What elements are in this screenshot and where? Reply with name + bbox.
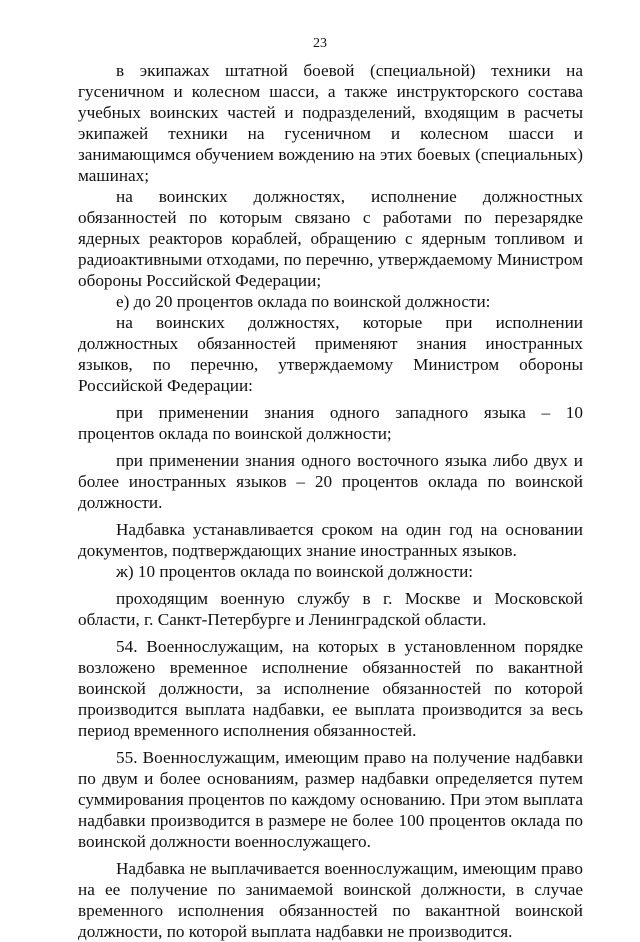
paragraph-not-paid: Надбавка не выплачивается военнослужащим, имеющим право на ее получение по занимаемой воинской должности, в случае временного исполнения обязанностей по вакантной воинской должности, по которой выплата надбавки не производится. (78, 859, 583, 941)
paragraph-55: 55. Военнослужащим, имеющим право на получение надбавки по двум и более основаниям, размер надбавки определяется путем суммирования процентов по каждому основанию. При этом выплата надбавки производится в размере не более 100 процентов оклада по воинской должности военнослужащего. (78, 748, 583, 851)
paragraph-tank-crews: в экипажах штатной боевой (специальной) техники на гусеничном и колесном шасси, а также инструкторского состава учебных воинских частей и подразделений, входящим в расчеты экипажей техники на гусеничном и колесном шасси и занимающимся обучением вождению на этих боевых (специальных) машинах; (78, 61, 583, 185)
paragraph-eastern-language: при применении знания одного восточного языка либо двух и более иностранных языков – 20 процентов оклада по воинской должности. (78, 451, 583, 512)
paragraph-western-language: при применении знания одного западного языка – 10 процентов оклада по воинской должности; (78, 403, 583, 443)
paragraph-nuclear-reactors: на воинских должностях, исполнение должностных обязанностей по которым связано с работами по перезарядке ядерных реакторов кораблей, обращению с ядерным топливом и радиоактивными отходами, по перечню, утверждаемому Министром обороны Российской Федерации; (78, 187, 583, 290)
paragraph-item-zh: ж) 10 процентов оклада по воинской должности: (116, 562, 474, 581)
page-number: 23 (313, 36, 327, 51)
paragraph-54: 54. Военнослужащим, на которых в установленном порядке возложено временное исполнение обязанностей по вакантной воинской должности, за исполнение обязанностей по которой производится выплата надбавки, ее выплата производится за весь период временного исполнения обязанностей. (78, 637, 583, 740)
paragraph-one-year-term: Надбавка устанавливается сроком на один год на основании документов, подтверждающих знание иностранных языков. (78, 520, 583, 560)
paragraph-moscow-spb: проходящим военную службу в г. Москве и Московской области, г. Санкт-Петербурге и Ленинградской области. (78, 589, 583, 629)
document-body (78, 60, 583, 942)
paragraph-foreign-languages: на воинских должностях, которые при исполнении должностных обязанностей применяют знания иностранных языков, по перечню, утверждаемому Министром обороны Российской Федерации: (78, 313, 583, 395)
paragraph-item-e: е) до 20 процентов оклада по воинской должности: (116, 292, 491, 311)
